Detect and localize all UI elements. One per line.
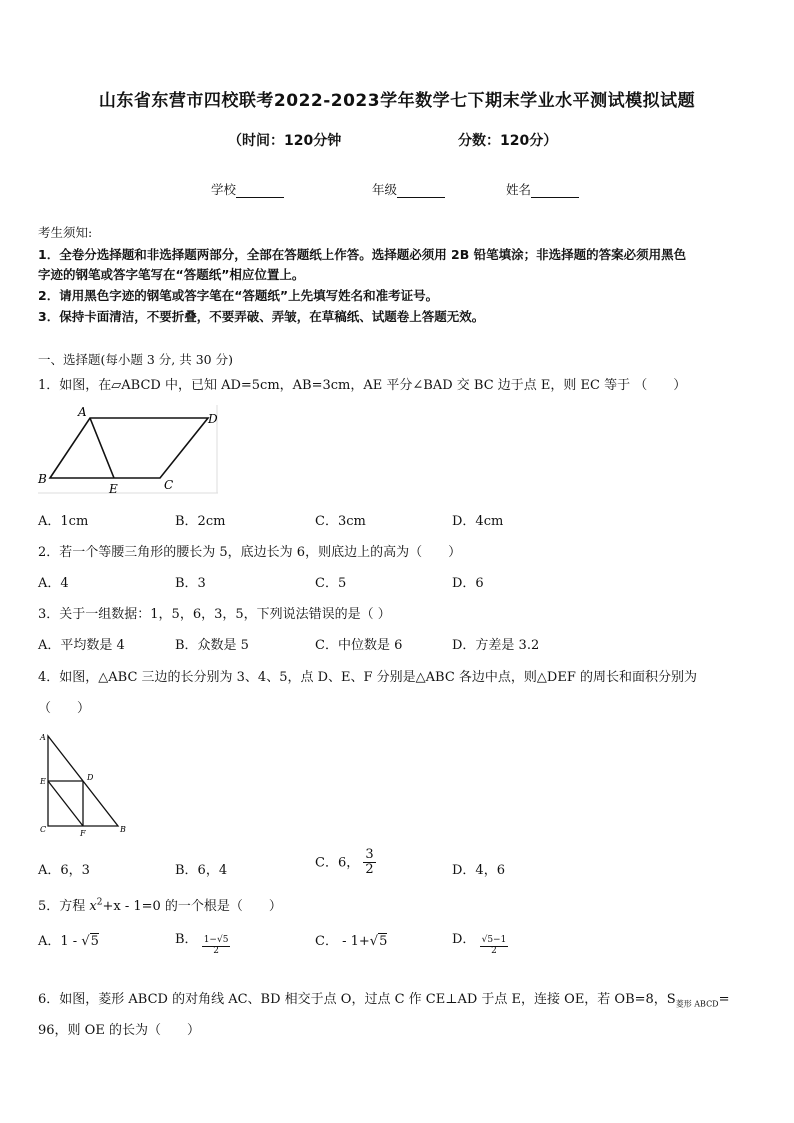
label-b: B [120, 825, 126, 834]
question-4-paren: （ ） [38, 701, 91, 716]
question-2: 2．若一个等腰三角形的腰长为 5，底边长为 6，则底边上的高为（ ） [38, 545, 462, 560]
q4-option-c-fraction [363, 848, 375, 878]
q2-option-b: B．3 [175, 576, 206, 591]
q3-option-d: D．方差是 3.2 [452, 638, 540, 653]
q3-option-b: B．众数是 5 [175, 638, 249, 653]
q4-option-c-label: C．6， [315, 855, 360, 871]
q3-option-c: C．中位数是 6 [315, 638, 403, 653]
q4-option-a: A．6，3 [38, 863, 90, 878]
q3-option-a: A．平均数是 4 [38, 638, 125, 653]
q1-parallelogram-figure [36, 405, 220, 495]
q5-option-a-label: A．1 - [38, 934, 82, 949]
note-1a: 1．全卷分选择题和非选择题两部分，全部在答题纸上作答。选择题必须用 2B 铅笔填涂；非选择题的答案必须用黑色 [38, 247, 687, 262]
grade-label: 年级 [372, 182, 398, 197]
notes-heading: 考生须知: [38, 225, 93, 240]
q5-option-c-radicand: 5 [379, 934, 388, 949]
question-5 [38, 895, 282, 914]
q4-option-c [315, 848, 376, 878]
q4-option-b: B．6，4 [175, 863, 228, 878]
name-blank [531, 184, 579, 198]
fraction-numerator: 1−√5 [203, 935, 229, 945]
segment-ef [48, 781, 83, 826]
q1-option-d: D．4cm [452, 514, 504, 529]
question-4: 4．如图，△ABC 三边的长分别为 3、4、5，点 D、E、F 分别是△ABC 各边中点，则△DEF 的周长和面积分别为 [38, 670, 697, 685]
q6-subscript: 菱形 ABCD [675, 999, 719, 1009]
q5-option-c: C． - 1+√5 [315, 934, 388, 949]
q5-exponent: 2 [96, 897, 103, 908]
fraction-numerator: 3 [365, 847, 374, 862]
label-f: F [80, 829, 86, 836]
q6-line1: 6．如图，菱形 ABCD 的对角线 AC、BD 相交于点 O，过点 C 作 CE⊥AD 于点 E，连接 OE，若 OB=8，S [38, 992, 676, 1007]
label-c: C [40, 825, 47, 834]
label-b: B [38, 472, 47, 486]
label-d: D [208, 412, 218, 426]
q5-var-x: x [89, 899, 97, 914]
q5-option-a-radicand: 5 [90, 934, 99, 949]
exam-score: 分数：120分） [458, 133, 558, 149]
q2-option-a: A．4 [38, 576, 69, 591]
q5-option-b-label: B． [175, 932, 198, 947]
grade-field [372, 180, 445, 198]
q4-triangle-figure [36, 730, 132, 836]
label-a: A [40, 733, 46, 742]
note-3: 3．保持卡面清洁，不要折叠，不要弄破、弄皱，在草稿纸、试题卷上答题无效。 [38, 309, 485, 324]
fraction-denominator: 2 [365, 862, 374, 878]
question-3: 3．关于一组数据：1，5，6，3，5，下列说法错误的是（ ） [38, 607, 391, 622]
label-c: C [164, 478, 174, 492]
q5-text-pre: 5．方程 [38, 899, 90, 914]
q2-option-d: D．6 [452, 576, 484, 591]
segment-ae [90, 418, 114, 478]
school-field [211, 180, 284, 198]
label-d: D [87, 773, 94, 782]
label-a: A [78, 405, 87, 419]
q5-option-d [452, 928, 508, 957]
question-6-line2: 96，则 OE 的长为（ ） [38, 1023, 200, 1038]
question-1: 1．如图，在▱ABCD 中，已知 AD=5cm，AB=3cm，AE 平分∠BAD 交 BC 边于点 E，则 EC 等于 （ ） [38, 378, 687, 393]
q5-option-d-label: D． [452, 932, 476, 947]
q1-option-b: B．2cm [175, 514, 226, 529]
q2-option-c: C．5 [315, 576, 347, 591]
fraction-numerator: √5−1 [481, 935, 507, 945]
parallelogram-abcd [50, 418, 208, 478]
q6-line1-end: = [718, 992, 730, 1007]
grade-blank [397, 184, 445, 198]
name-label: 姓名 [506, 182, 532, 197]
q4-option-d: D．4，6 [452, 863, 505, 878]
section-heading: 一、选择题(每小题 3 分, 共 30 分) [38, 352, 233, 367]
note-2: 2．请用黑色字迹的钢笔或答字笔在“答题纸”上先填写姓名和准考证号。 [38, 288, 439, 303]
q1-option-a: A．1cm [38, 514, 89, 529]
name-field [506, 180, 579, 198]
label-e: E [40, 777, 46, 786]
fraction-denominator: 2 [213, 945, 219, 956]
q5-option-b [175, 928, 230, 957]
label-e: E [109, 482, 118, 495]
school-label: 学校 [211, 182, 237, 197]
q5-option-d-fraction [480, 936, 509, 957]
q5-option-a: A．1 - √5 [38, 934, 99, 949]
q5-text-post: +x - 1=0 的一个根是（ ） [102, 899, 282, 914]
exam-time: （时间：120分钟 [228, 133, 342, 149]
note-1b: 字迹的钢笔或答字笔写在“答题纸”相应位置上。 [38, 267, 305, 282]
fraction-denominator: 2 [491, 945, 497, 956]
q5-option-c-label: C． - 1+ [315, 934, 370, 949]
q1-option-c: C．3cm [315, 514, 366, 529]
question-6 [38, 988, 730, 1010]
page-title: 山东省东营市四校联考2022-2023学年数学七下期末学业水平测试模拟试题 [98, 91, 696, 111]
school-blank [236, 184, 284, 198]
q5-option-b-fraction [202, 936, 231, 957]
